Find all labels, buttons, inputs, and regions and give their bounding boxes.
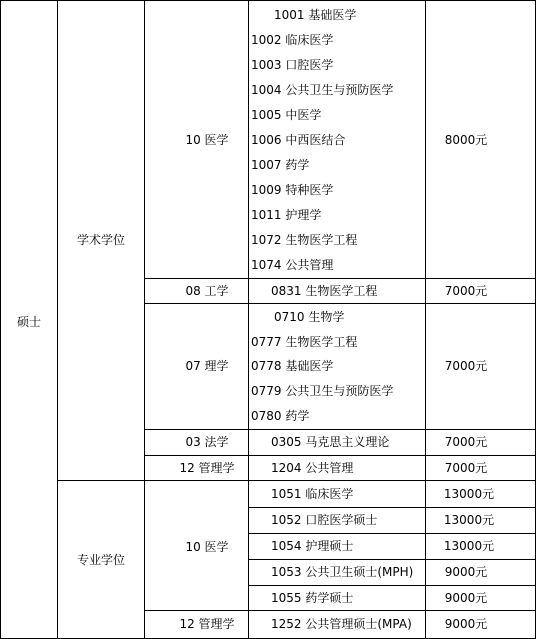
major-item: 1005 中医学 [251,108,322,122]
major-item: 1006 中西医结合 [251,133,346,147]
major-item: 0710 生物学 [274,310,345,324]
field-cell-medicine: 10 医学 [185,133,229,147]
field-cell-prof-medicine: 10 医学 [185,540,229,554]
major-item: 0779 公共卫生与预防医学 [251,384,394,398]
major-item: 1011 护理学 [251,208,322,222]
major-item: 1002 临床医学 [251,33,334,47]
column-divider [425,0,426,639]
row-divider [57,480,536,481]
major-item: 1204 公共管理 [271,461,354,475]
fee-cell: 7000元 [444,435,488,449]
fee-cell: 7000元 [444,461,488,475]
major-item: 1072 生物医学工程 [251,233,358,247]
fee-cell: 8000元 [444,133,488,147]
fee-cell: 7000元 [444,284,488,298]
major-item: 1053 公共卫生硕士(MPH) [271,565,414,579]
academic-degree-label: 学术学位 [76,233,126,247]
field-cell-engineering: 08 工学 [185,284,229,298]
row-divider [144,429,536,430]
major-item: 1007 药学 [251,158,310,172]
major-item: 1003 口腔医学 [251,58,334,72]
major-item: 0831 生物医学工程 [271,284,378,298]
professional-degree-label: 专业学位 [76,553,126,567]
column-divider [248,0,249,639]
row-divider [144,278,536,279]
row-divider [248,559,536,560]
degree-cell: 硕士 [16,315,42,329]
major-item: 1054 护理硕士 [271,539,354,553]
major-item: 0780 药学 [251,409,310,423]
major-item: 1052 口腔医学硕士 [271,513,378,527]
major-item: 0778 基础医学 [251,359,334,373]
field-cell-prof-management: 12 管理学 [179,617,235,631]
major-item: 1055 药学硕士 [271,591,354,605]
major-item: 0305 马克思主义理论 [271,435,390,449]
major-item: 1009 特种医学 [251,183,334,197]
row-divider [248,533,536,534]
major-item: 1001 基础医学 [274,8,357,22]
fee-cell: 13000元 [443,513,495,527]
column-divider [57,0,58,639]
row-divider [248,585,536,586]
major-item: 0777 生物医学工程 [251,335,358,349]
major-item: 1252 公共管理硕士(MPA) [271,617,412,631]
table-border-top [0,0,536,1]
fee-cell: 9000元 [444,565,488,579]
row-divider [248,507,536,508]
major-item: 1074 公共管理 [251,258,334,272]
major-item: 1004 公共卫生与预防医学 [251,83,394,97]
major-item: 1051 临床医学 [271,487,354,501]
fee-cell: 9000元 [444,591,488,605]
field-cell-law: 03 法学 [185,435,229,449]
column-divider [144,0,145,639]
table-border-left [0,0,1,639]
field-cell-management: 12 管理学 [179,461,235,475]
row-divider [144,610,536,611]
row-divider [144,303,536,304]
fee-cell: 13000元 [443,539,495,553]
field-cell-science: 07 理学 [185,359,229,373]
fee-cell: 7000元 [444,359,488,373]
row-divider [144,455,536,456]
fee-cell: 9000元 [444,617,488,631]
fee-cell: 13000元 [443,487,495,501]
